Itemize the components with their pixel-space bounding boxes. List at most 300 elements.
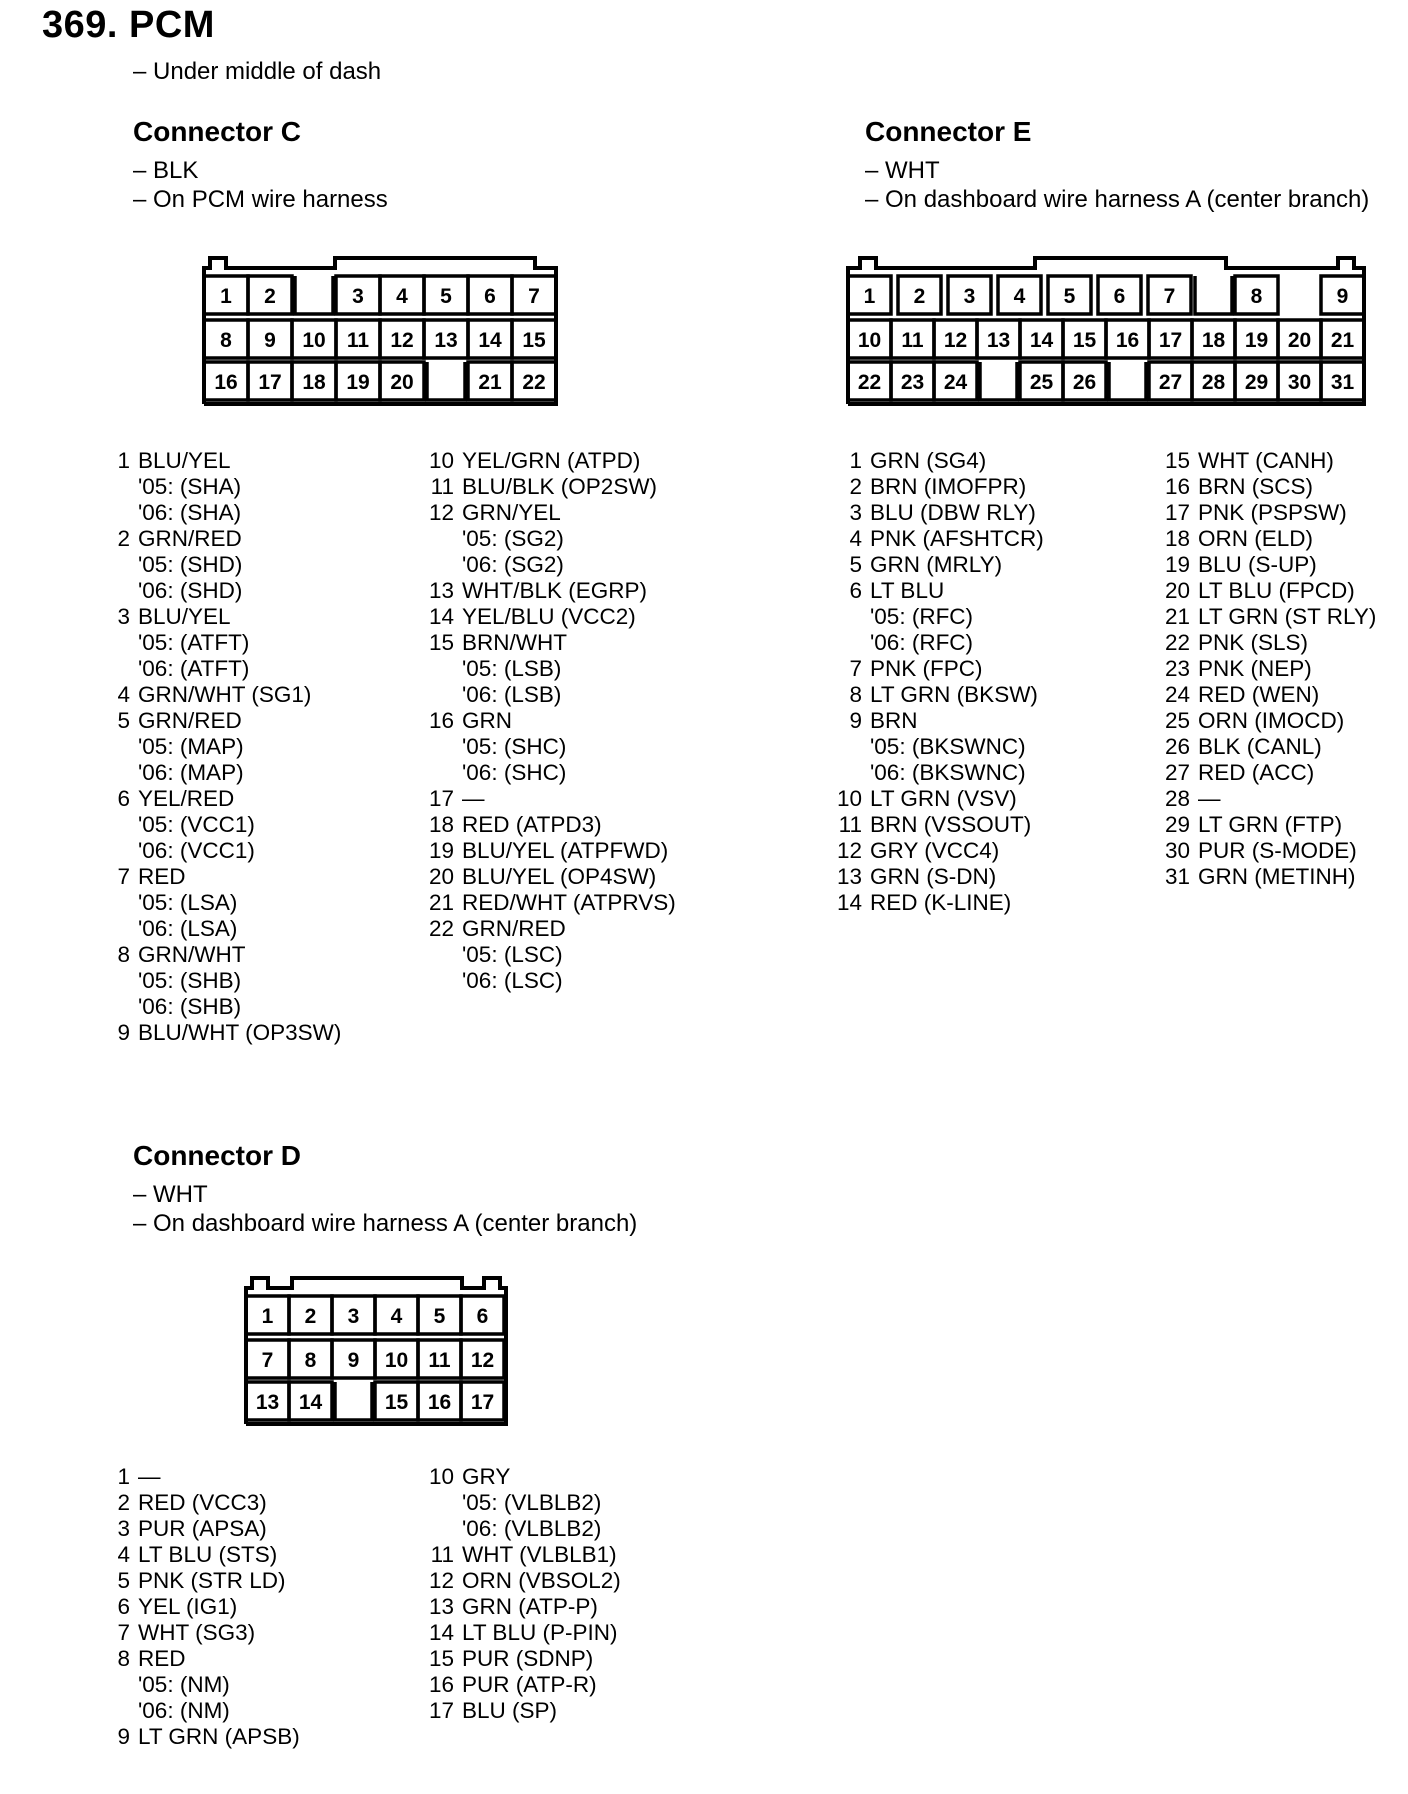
pin-wire-description: GRN (METINH) [1198,864,1356,889]
pin-entry [832,500,1044,526]
pin-cavity-number: 24 [943,371,968,394]
pin-number: 5 [117,1568,130,1593]
pin-number: 9 [117,1020,130,1045]
pin-number: 1 [117,1464,130,1489]
pin-year-variant: '05: (BKSWNC) [870,734,1026,759]
pin-number: 13 [836,864,862,889]
pin-wire-description: BLU/YEL [138,604,231,629]
pin-year-variant: '06: (ATFT) [138,656,250,681]
pin-entry [424,1620,621,1646]
connector-e-title: Connector E [865,116,1032,147]
pin-entry [100,1646,300,1672]
pin-cavity-number: 19 [1244,329,1269,352]
pin-wire-description: LT GRN (APSB) [138,1724,300,1749]
pin-wire-description: WHT (VLBLB1) [462,1542,617,1567]
pin-number: 21 [1164,604,1190,629]
pin-wire-description: LT GRN (VSV) [870,786,1017,811]
pin-year-variant: '05: (VLBLB2) [462,1490,602,1515]
pin-wire-description: GRN (ATP-P) [462,1594,598,1619]
pin-cavity-number: 5 [1063,285,1076,308]
pin-cavity-number: 10 [302,329,326,352]
pin-year-variant: '06: (SG2) [462,552,564,577]
pin-wire-description: BLU (DBW RLY) [870,500,1036,525]
pin-wire-description: RED/WHT (ATPRVS) [462,890,676,915]
pin-entry [424,474,676,500]
pin-wire-description: LT GRN (FTP) [1198,812,1343,837]
pin-number: 4 [117,1542,130,1567]
pin-entry [100,526,341,552]
pin-year-variant: '05: (SG2) [462,526,564,551]
pin-cavity-number: 1 [220,285,232,308]
pin-wire-description: GRN/RED [138,526,242,551]
pin-wire-description: PNK (PSPSW) [1198,500,1347,525]
pin-number: 31 [1164,864,1190,889]
connector-d-pin-grid [246,1296,504,1420]
connector-e-pin-list-left [832,448,1044,916]
connector-d-diagram [232,1268,522,1438]
pin-entry [832,864,1044,890]
pin-wire-description: BRN (VSSOUT) [870,812,1032,837]
pin-wire-description: GRY [462,1464,511,1489]
pin-number: 4 [117,682,130,707]
pin-entry [832,526,1044,552]
pin-wire-description: RED (ATPD3) [462,812,602,837]
pin-number: 16 [1164,474,1190,499]
pin-cavity-number: 20 [390,371,414,394]
pin-number: 23 [1164,656,1190,681]
pin-wire-description: GRY (VCC4) [870,838,1000,863]
pin-entry [100,942,341,968]
pin-cavity-number: 4 [390,1305,403,1328]
pin-wire-description: BLU/YEL [138,448,231,473]
pin-entry [832,578,1044,604]
pin-wire-description: YEL/RED [138,786,235,811]
pin-year-variant: '06: (VCC1) [138,838,255,863]
pin-year-variant: '06: (NM) [138,1698,230,1723]
pin-number: 10 [836,786,862,811]
pin-number: 1 [849,448,862,473]
pin-number: 20 [428,864,454,889]
pin-wire-description: BRN (SCS) [1198,474,1314,499]
pin-number: 28 [1164,786,1190,811]
pin-cavity-number: 3 [963,285,976,308]
pin-number: 1 [117,448,130,473]
pin-entry [100,1568,300,1594]
pin-cavity-number: 3 [352,285,364,308]
pin-cavity-number: 13 [986,329,1011,352]
pin-cavity-number: 6 [476,1305,489,1328]
pin-entry [424,1542,621,1568]
pin-cavity-number: 1 [261,1305,274,1328]
pin-number: 18 [428,812,454,837]
pin-wire-description: GRN [462,708,512,733]
pin-wire-description: LT GRN (BKSW) [870,682,1038,707]
pin-cavity-number: 5 [433,1305,446,1328]
pin-number: 14 [428,1620,454,1645]
pin-wire-description: GRN/WHT [138,942,246,967]
pin-wire-description: PUR (SDNP) [462,1646,594,1671]
pin-year-variant: '05: (SHB) [138,968,242,993]
pin-cavity-number: 17 [258,371,282,394]
pin-number: 10 [428,448,454,473]
pin-wire-description: RED (K-LINE) [870,890,1012,915]
pin-cavity-number: 9 [1336,285,1349,308]
connector-c-pin-list-left [100,448,341,1046]
pin-cavity-number: 1 [863,285,876,308]
pin-wire-description: BRN [870,708,918,733]
pin-year-variant: '05: (MAP) [138,734,244,759]
page-location: – Under middle of dash [133,58,382,85]
pin-cavity-number: 15 [522,329,546,352]
pin-number: 19 [1164,552,1190,577]
pin-number: 3 [849,500,862,525]
connector-key-slot [1195,276,1232,314]
pin-wire-description: YEL/BLU (VCC2) [462,604,636,629]
pin-entry [1160,526,1376,552]
pin-cavity-number: 19 [346,371,370,394]
pin-number: 4 [849,526,862,551]
connector-d-pin-list-right [424,1464,621,1724]
pin-entry [100,1490,300,1516]
pin-wire-description: PUR (ATP-R) [462,1672,597,1697]
connector-c-pin-grid [204,276,556,400]
pin-entry [424,864,676,890]
pin-wire-description: BLU/YEL (OP4SW) [462,864,657,889]
pin-number: 3 [117,1516,130,1541]
pin-cavity-number: 15 [1072,329,1097,352]
pin-year-variant: '05: (ATFT) [138,630,250,655]
pin-cavity-number: 7 [261,1349,274,1372]
pin-cavity-number: 3 [347,1305,360,1328]
pin-year-variant: '06: (SHC) [462,760,567,785]
pin-cavity-number: 2 [913,285,926,308]
pin-entry [832,812,1044,838]
pin-number: 11 [430,474,454,499]
pin-number: 16 [428,708,454,733]
pin-entry [424,1594,621,1620]
pin-number: 11 [838,812,862,837]
connector-key-slot [427,362,465,400]
connector-e-pin-grid [848,276,1364,400]
pin-entry [1160,604,1376,630]
pin-entry [100,708,341,734]
pin-entry [1160,864,1376,890]
pin-cavity-number: 31 [1330,371,1355,394]
pin-entry [832,890,1044,916]
pin-number: 26 [1164,734,1190,759]
pin-entry [424,890,676,916]
pin-year-variant: '06: (LSA) [138,916,238,941]
pin-entry [100,1516,300,1542]
pin-wire-description: RED [138,864,186,889]
pin-year-variant: '06: (VLBLB2) [462,1516,602,1541]
pin-cavity-number: 26 [1072,371,1097,394]
pin-wire-description: GRN/RED [462,916,566,941]
pin-wire-description: GRN/WHT (SG1) [138,682,312,707]
pin-cavity-number: 8 [220,329,232,352]
pin-cavity-number: 13 [434,329,458,352]
pin-entry [100,1724,300,1750]
pin-number: 7 [117,864,130,889]
pin-entry [100,448,341,474]
pin-number: 12 [428,1568,454,1593]
pin-wire-description: YEL/GRN (ATPD) [462,448,641,473]
pin-cavity-number: 2 [304,1305,317,1328]
connector-d-pin-list-left [100,1464,300,1750]
connector-e-color: – WHT [865,157,940,184]
pin-cavity-number: 13 [255,1391,280,1414]
pin-cavity-number: 8 [1250,285,1263,308]
pin-cavity-number: 23 [900,371,925,394]
pin-entry [832,656,1044,682]
pin-number: 7 [117,1620,130,1645]
pin-entry [832,838,1044,864]
pin-cavity-number: 14 [478,329,502,352]
pin-year-variant: '06: (SHB) [138,994,242,1019]
pin-wire-description: PNK (NEP) [1198,656,1312,681]
connector-key-slot [295,276,333,314]
pin-entry [832,708,1044,734]
connector-e-location: – On dashboard wire harness A (center branch) [865,186,1370,213]
pin-wire-description: LT GRN (ST RLY) [1198,604,1377,629]
pin-wire-description: BLU (SP) [462,1698,558,1723]
connector-d-location: – On dashboard wire harness A (center branch) [133,1210,638,1237]
pin-wire-description: BLU/YEL (ATPFWD) [462,838,669,863]
connector-c-title: Connector C [133,116,301,147]
pin-entry [1160,474,1376,500]
pin-number: 30 [1164,838,1190,863]
pin-number: 9 [117,1724,130,1749]
pin-number: 9 [849,708,862,733]
pin-entry [1160,812,1376,838]
pin-cavity-number: 30 [1287,371,1312,394]
pin-entry [1160,786,1376,812]
pin-wire-description: — [138,1464,161,1489]
pin-cavity-number: 16 [1115,329,1140,352]
connector-c-pin-list-right [424,448,676,994]
connector-key-slot [980,362,1017,400]
pin-cavity-number: 7 [1163,285,1176,308]
pin-entry [832,552,1044,578]
pin-number: 21 [428,890,454,915]
pin-entry [100,604,341,630]
pin-cavity-number: 20 [1287,329,1312,352]
pin-number: 6 [849,578,862,603]
pin-year-variant: '05: (VCC1) [138,812,255,837]
pin-year-variant: '05: (SHC) [462,734,567,759]
pin-number: 15 [428,1646,454,1671]
pin-wire-description: BRN/WHT [462,630,567,655]
pin-entry [424,1464,621,1490]
pin-entry [832,786,1044,812]
pin-entry [424,604,676,630]
pin-wire-description: WHT (CANH) [1198,448,1334,473]
pin-entry [1160,578,1376,604]
pin-entry [100,682,341,708]
pin-wire-description: RED (ACC) [1198,760,1315,785]
pin-entry [424,1568,621,1594]
pin-cavity-number: 12 [943,329,968,352]
pin-number: 18 [1164,526,1190,551]
pin-year-variant: '06: (BKSWNC) [870,760,1026,785]
pin-cavity-number: 22 [522,371,546,394]
pin-wire-description: — [462,786,485,811]
connector-d-title: Connector D [133,1140,301,1171]
page-title: 369. PCM [42,4,215,46]
pin-year-variant: '05: (LSC) [462,942,563,967]
pin-entry [100,786,341,812]
pin-number: 17 [428,786,454,811]
pin-wire-description: BRN (IMOFPR) [870,474,1027,499]
pin-number: 8 [849,682,862,707]
pin-entry [424,578,676,604]
pin-cavity-number: 17 [1158,329,1183,352]
pin-entry [424,630,676,656]
pin-number: 12 [836,838,862,863]
pin-entry [100,1620,300,1646]
pin-year-variant: '05: (NM) [138,1672,230,1697]
pin-number: 13 [428,1594,454,1619]
pin-number: 8 [117,1646,130,1671]
pin-cavity-number: 12 [470,1349,495,1372]
pin-wire-description: PNK (STR LD) [138,1568,286,1593]
pin-entry [424,838,676,864]
connector-key-slot [1109,362,1146,400]
pin-cavity-number: 12 [390,329,414,352]
pin-entry [832,474,1044,500]
pin-entry [424,500,676,526]
pin-number: 22 [1164,630,1190,655]
pin-entry [424,916,676,942]
pin-wire-description: WHT/BLK (EGRP) [462,578,648,603]
pin-number: 8 [117,942,130,967]
pin-cavity-number: 15 [384,1391,409,1414]
pin-number: 19 [428,838,454,863]
pin-cavity-number: 6 [1113,285,1126,308]
pin-number: 2 [117,1490,130,1515]
pin-wire-description: RED (WEN) [1198,682,1320,707]
pin-cavity-number: 25 [1029,371,1054,394]
pin-entry [100,1594,300,1620]
pin-year-variant: '06: (SHD) [138,578,243,603]
pin-wire-description: BLU/BLK (OP2SW) [462,474,658,499]
pin-number: 13 [428,578,454,603]
pin-year-variant: '05: (SHD) [138,552,243,577]
pin-wire-description: — [1198,786,1221,811]
pin-wire-description: ORN (IMOCD) [1198,708,1345,733]
pin-wire-description: GRN/YEL [462,500,561,525]
connector-c-diagram [190,248,570,418]
pin-year-variant: '06: (SHA) [138,500,242,525]
pin-wire-description: BLU (S-UP) [1198,552,1317,577]
pin-entry [100,864,341,890]
pin-number: 2 [849,474,862,499]
pin-cavity-number: 2 [264,285,276,308]
pin-number: 27 [1164,760,1190,785]
pin-wire-description: PNK (SLS) [1198,630,1309,655]
pin-cavity-number: 4 [1013,285,1026,308]
pin-number: 25 [1164,708,1190,733]
pin-wire-description: PNK (AFSHTCR) [870,526,1044,551]
pin-year-variant: '06: (LSC) [462,968,563,993]
pin-number: 5 [117,708,130,733]
pin-cavity-number: 9 [264,329,276,352]
connector-c-location: – On PCM wire harness [133,186,388,213]
pin-wire-description: GRN (SG4) [870,448,987,473]
pin-cavity-number: 16 [427,1391,452,1414]
pin-entry [424,1672,621,1698]
pin-cavity-number: 6 [484,285,496,308]
pin-number: 17 [1164,500,1190,525]
pin-cavity-number: 11 [346,329,370,352]
pin-year-variant: '06: (MAP) [138,760,244,785]
connector-e-pin-list-right [1160,448,1376,890]
pin-cavity-number: 27 [1158,371,1183,394]
pin-wire-description: GRN (S-DN) [870,864,997,889]
pin-cavity-number: 22 [857,371,882,394]
connector-key-slot [335,1382,372,1420]
pin-entry [1160,760,1376,786]
pin-entry [1160,838,1376,864]
pin-year-variant: '06: (LSB) [462,682,562,707]
pin-wire-description: PUR (APSA) [138,1516,267,1541]
pin-wire-description: YEL (IG1) [138,1594,238,1619]
pin-wire-description: ORN (ELD) [1198,526,1314,551]
pin-number: 5 [849,552,862,577]
pin-cavity-number: 17 [470,1391,495,1414]
pin-number: 14 [836,890,862,915]
pin-number: 29 [1164,812,1190,837]
pin-cavity-number: 5 [440,285,452,308]
pin-wire-description: RED (VCC3) [138,1490,267,1515]
pin-year-variant: '05: (LSB) [462,656,562,681]
pin-entry [424,1698,621,1724]
pin-entry [1160,682,1376,708]
connector-e-diagram [840,248,1380,418]
pin-wire-description: GRN/RED [138,708,242,733]
pin-cavity-number: 11 [428,1349,451,1372]
pin-number: 24 [1164,682,1190,707]
pin-entry [1160,630,1376,656]
pin-entry [1160,552,1376,578]
pin-entry [832,682,1044,708]
pin-wire-description: PUR (S-MODE) [1198,838,1357,863]
pin-entry [424,786,676,812]
pin-entry [832,448,1044,474]
pin-number: 7 [849,656,862,681]
pin-cavity-number: 11 [901,329,924,352]
pin-number: 14 [428,604,454,629]
pin-wire-description: LT BLU (STS) [138,1542,278,1567]
pin-entry [100,1020,341,1046]
pin-cavity-number: 18 [302,371,326,394]
pin-year-variant: '05: (SHA) [138,474,242,499]
pin-number: 6 [117,1594,130,1619]
pin-entry [1160,656,1376,682]
pin-wire-description: BLK (CANL) [1198,734,1322,759]
pin-cavity-number: 4 [396,285,408,308]
pin-cavity-number: 21 [1330,329,1355,352]
pin-cavity-number: 28 [1201,371,1226,394]
pin-cavity-number: 16 [214,371,238,394]
pin-entry [424,1646,621,1672]
pin-entry [1160,448,1376,474]
pin-entry [100,1542,300,1568]
pin-number: 11 [430,1542,454,1567]
pin-cavity-number: 21 [478,371,502,394]
pin-entry [424,708,676,734]
pin-year-variant: '05: (RFC) [870,604,974,629]
